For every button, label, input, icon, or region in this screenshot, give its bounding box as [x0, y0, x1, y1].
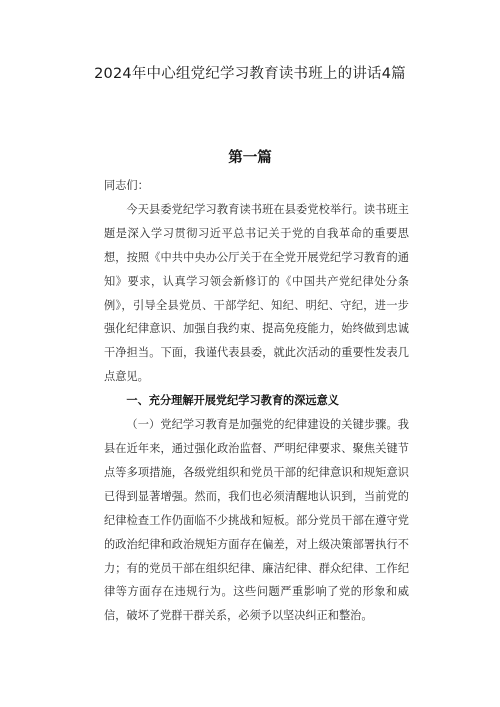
paragraph-section-1-1: （一）党纪学习教育是加强党的纪律建设的关键步骤。我县在近年来，通过强化政治监督、严明纪律要求、聚焦关键节点等多项措施，各级党组织和党员干部的纪律意识和规矩意识已得到显著增强。然而，我们也必须清醒地认识到，当前党的纪律检查工作仍面临不少挑战和短板。部分党员干部在遵守党的政治纪律和政治规矩方面存在偏差，对上级决策部署执行不力；有的党员干部在组织纪律、廉洁纪律、群众纪律、工作纪律等方面存在违规行为。这些问题严重影响了党的形象和威信，破坏了党群干群关系，必须予以坚决纠正和整治。 [104, 418, 409, 623]
heading-section-1: 一、充分理解开展党纪学习教育的深远意义 [126, 393, 339, 408]
document-title: 2024年中心组党纪学习教育读书班上的讲话4篇 [94, 66, 406, 82]
salutation: 同志们： [104, 179, 149, 192]
document-body [104, 174, 409, 628]
section-title: 第一篇 [228, 150, 272, 166]
paragraph-intro: 今天县委党纪学习教育读书班在县委党校举行。读书班主题是深入学习贯彻习近平总书记关于党的自我革命的重要思想，按照《中共中央办公厅关于在全党开展党纪学习教育的通知》要求，认真学习领会新修订的《中国共产党纪律处分条例》，引导全县党员、干部学纪、知纪、明纪、守纪，进一步强化纪律意识、加强自我约束、提高免疫能力，始终做到忠诚干净担当。下面，我谨代表县委，就此次活动的重要性发表几点意见。 [104, 202, 409, 384]
